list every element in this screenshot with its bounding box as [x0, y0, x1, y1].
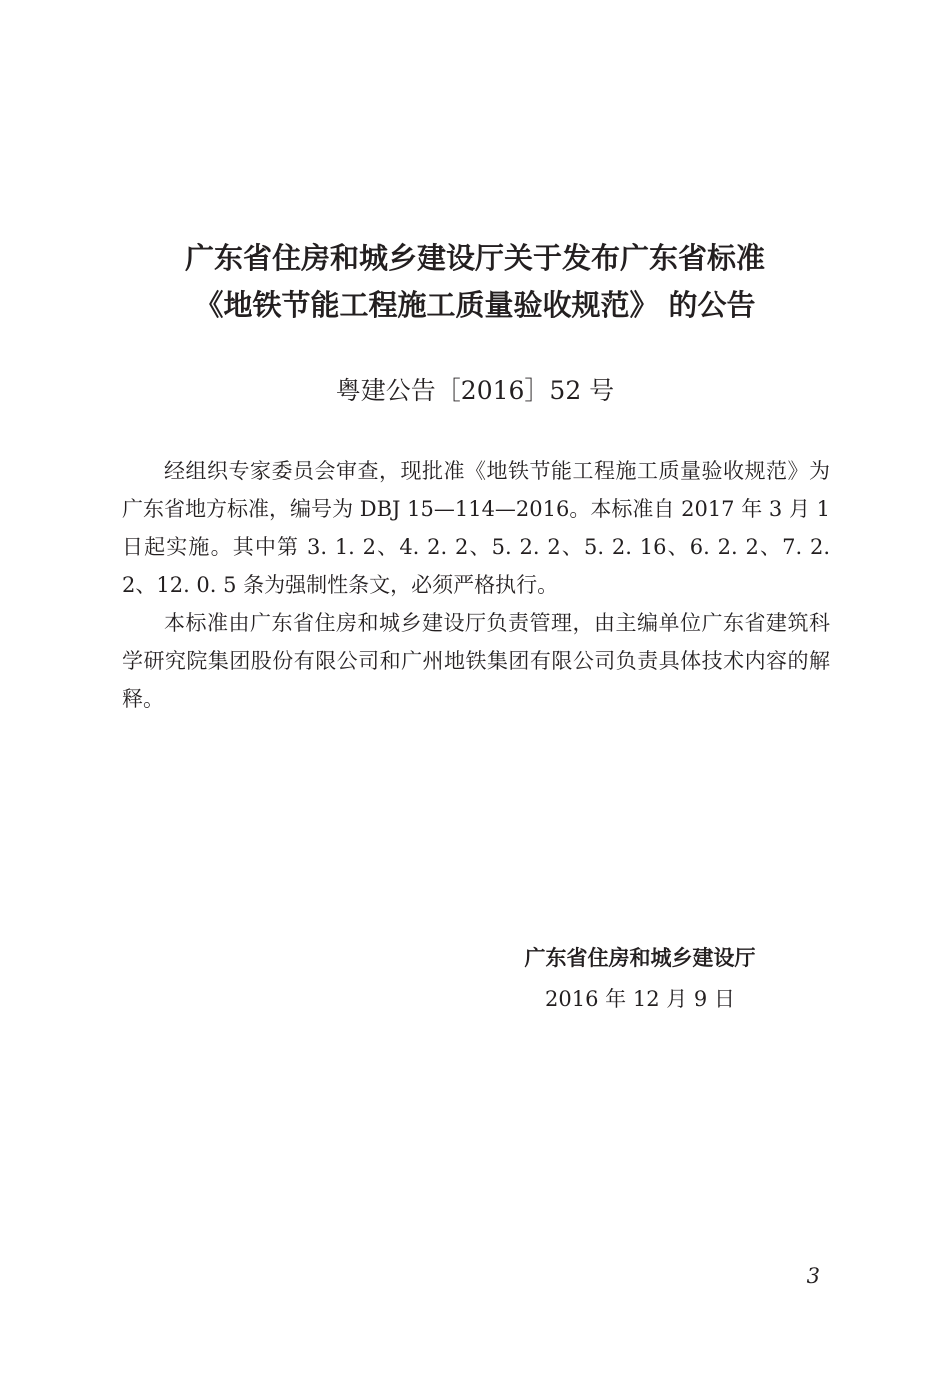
signature-organization: 广东省住房和城乡建设厅	[524, 946, 756, 970]
paragraph-approval: 经组织专家委员会审查，现批准《地铁节能工程施工质量验收规范》为广东省地方标准，编号为 DBJ 15—114—2016。本标准自 2017 年 3 月 1 日起实施。其中第 3. 1. 2、4. 2. 2、5. 2. 2、5. 2. 16、6. 2. 2、7. 2. 2、12. 0. 5 条为强制性条文，必须严格执行。	[122, 459, 830, 597]
paragraph-management: 本标准由广东省住房和城乡建设厅负责管理，由主编单位广东省建筑科学研究院集团股份有限公司和广州地铁集团有限公司负责具体技术内容的解释。	[122, 611, 830, 711]
title-line-1: 广东省住房和城乡建设厅关于发布广东省标准	[184, 241, 765, 275]
title-line-2: 《地铁节能工程施工质量验收规范》 的公告	[194, 288, 756, 322]
notice-body	[122, 452, 830, 718]
document-number: 粤建公告［2016］52 号	[335, 376, 615, 405]
signature-date: 2016 年 12 月 9 日	[545, 987, 735, 1011]
page-number: 3	[806, 1264, 820, 1288]
